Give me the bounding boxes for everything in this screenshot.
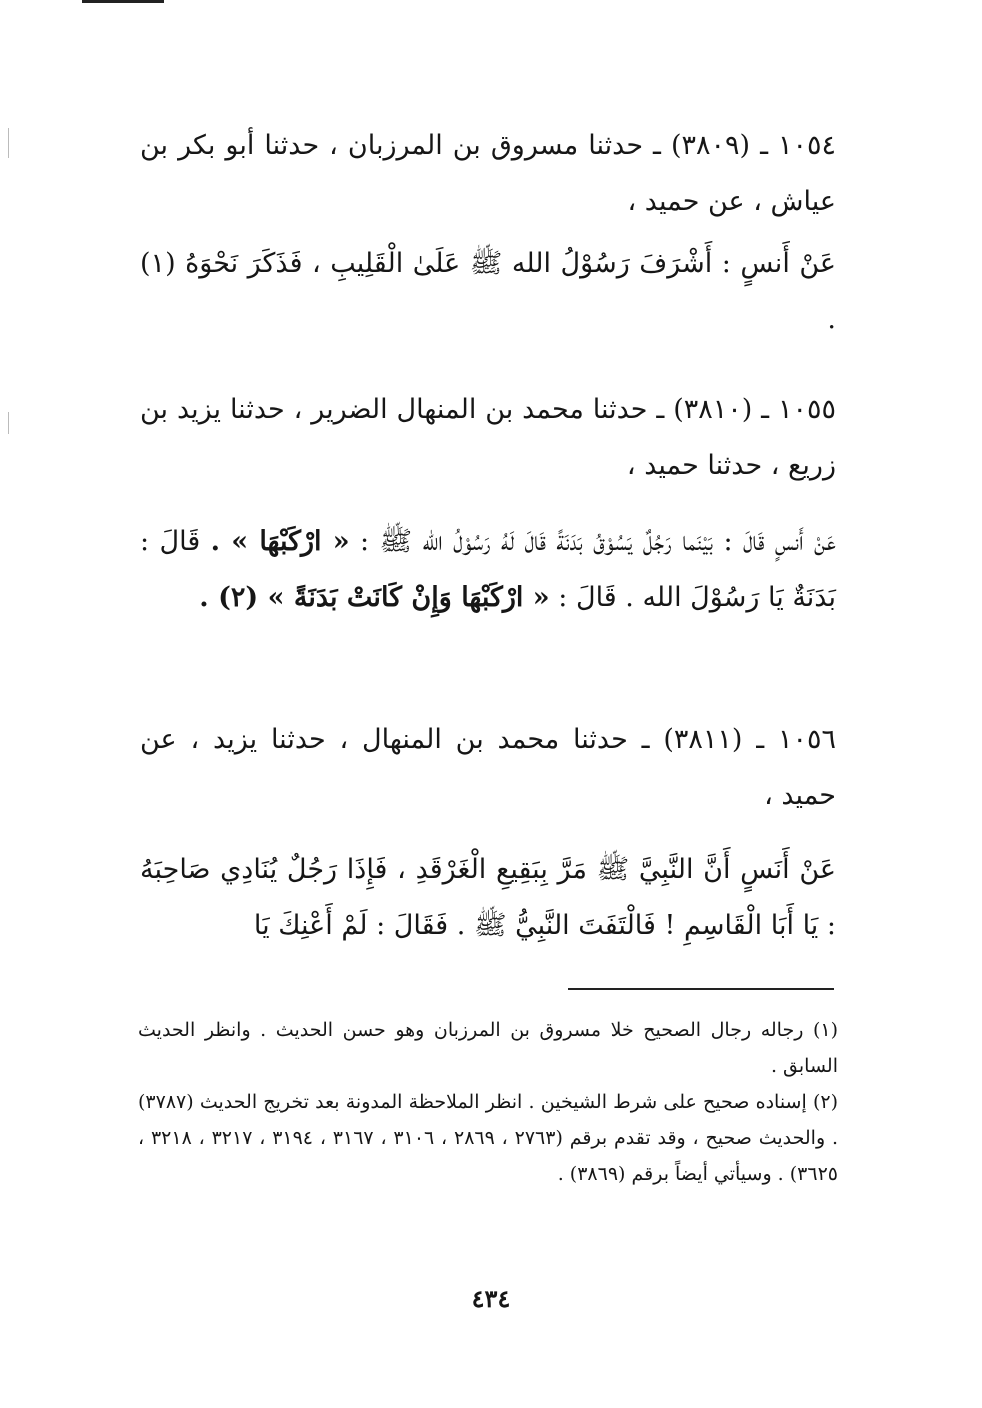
hadith-1054-text: [140, 236, 836, 348]
hadith-1056-chain-text: ١٠٥٦ ـ (٣٨١١) ـ حدثنا محمد بن المنهال ، حدثنا يزيد ، عن حميد ،: [140, 724, 836, 811]
hadith-1055-intro: عَنْ أَنسٍ قَالَ : بَيْنَما رَجُلٌ يَسُوْقُ بَدَنَةً قَالَ لَهُ رَسُوْلُ الله ﷺ :: [360, 526, 836, 557]
hadith-1055-quote-2: « ارْكَبْهَا وَإِنْ كَانَتْ بَدَنَةً » (٢) .: [199, 582, 550, 613]
hadith-1055-chain-text: ١٠٥٥ ـ (٣٨١٠) ـ حدثنا محمد بن المنهال الضرير ، حدثنا يزيد بن زريع ، حدثنا حميد ،: [140, 394, 836, 481]
footnote-2: (٢) إسناده صحيح على شرط الشيخين . انظر الملاحظة المدونة بعد تخريج الحديث (٣٧٨٧) . والحديث صحيح ، وقد تقدم برقم (٢٧٦٣ ، ٢٨٦٩ ، ٣١٠٦ ، ٣١٦٧ ، ٣١٩٤ ، ٣٢١٧ ، ٣٢١٨ ، ٣٦٢٥) . وسيأتي أيضاً برقم (٣٨٦٩) .: [138, 1091, 838, 1185]
hadith-1055-chain: [140, 382, 836, 494]
page-number: ٤٣٤: [471, 1284, 511, 1313]
hadith-1055-text: [140, 514, 836, 626]
top-rule: [82, 0, 164, 3]
margin-mark: [8, 128, 9, 158]
hadith-1055-quote-1: « ارْكَبْهَا » .: [210, 526, 350, 557]
margin-mark: [8, 412, 9, 434]
hadith-1056-body: عَنْ أَنَسٍ أَنَّ النَّبِيَّ ﷺ مَرَّ بِبَقِيعِ الْغَرْقَدِ ، فَإِذَا رَجُلٌ يُنَادِي صَاحِبَهُ : يَا أَبَا الْقَاسِمِ ! فَالْتَفَتَ النَّبِيُّ ﷺ . فَقَالَ : لَمْ أَعْنِكَ يَا: [140, 854, 836, 941]
hadith-1055-middle: قَالَ : بَدَنَةٌ يَا رَسُوْلَ الله . قَالَ :: [140, 526, 836, 613]
footnotes: [138, 1012, 838, 1192]
hadith-1054-chain-text: ١٠٥٤ ـ (٣٨٠٩) ـ حدثنا مسروق بن المرزبان ، حدثنا أبو بكر بن عياش ، عن حميد ،: [140, 130, 837, 217]
hadith-1054-chain: [140, 118, 836, 230]
footnote-separator: [568, 988, 834, 990]
hadith-1056-chain: [140, 712, 836, 824]
hadith-1056-text: [140, 842, 836, 954]
footnote-1: (١) رجاله رجال الصحيح خلا مسروق بن المرزبان وهو حسن الحديث . وانظر الحديث السابق .: [138, 1019, 838, 1077]
hadith-1054-body: عَنْ أَنسٍ : أَشْرَفَ رَسُوْلُ الله ﷺ عَلَىٰ الْقَلِيبِ ، فَذَكَرَ نَحْوَهُ (١) .: [140, 248, 836, 335]
